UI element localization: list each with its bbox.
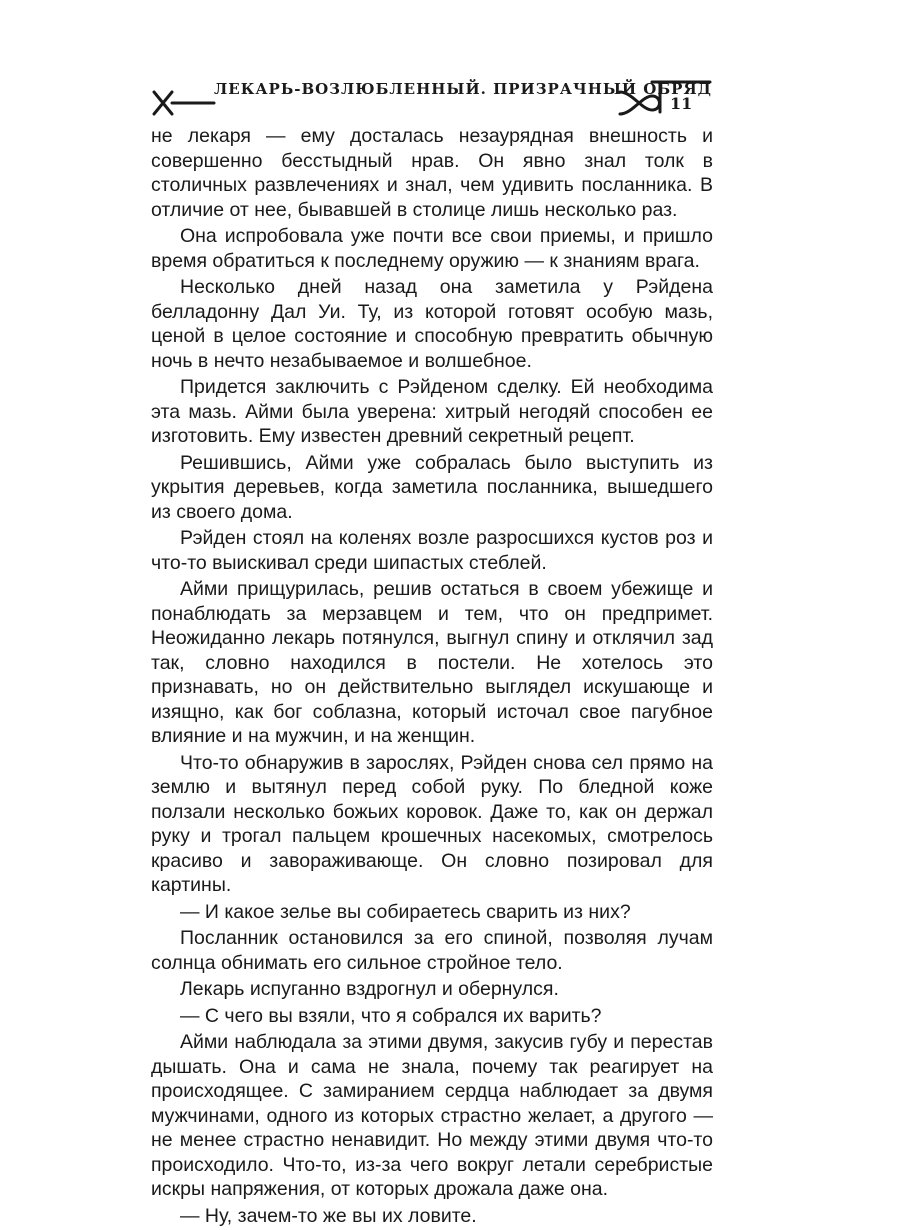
- paragraph: Айми прищурилась, решив остаться в своем убежище и понаблюдать за мерзавцем и тем, что он предпримет. Неожиданно лекарь потянулся, выгнул спину и отклячил зад так, словно находился в постели. Не хотелось это признавать, но он действительно выглядел искушающе и изящно, как бог соблазна, который источал свое пагубное влияние и на мужчин, и на женщин.: [151, 578, 713, 747]
- page-number: 11: [670, 94, 693, 113]
- dialogue-line: — С чего вы взяли, что я собрался их варить?: [180, 1004, 602, 1027]
- paragraph: Рэйден стоял на коленях возле разросшихся кустов роз и что-то выискивал среди шипастых стеблей.: [151, 527, 713, 574]
- paragraph: Что-то обнаружив в зарослях, Рэйден снова сел прямо на землю и вытянул перед собой руку. По бледной коже ползали несколько божьих коровок. Даже то, как он держал руку и трогал пальцем крошечных насекомых, смотрелось красиво и завораживающе. Он словно позировал для картины.: [151, 751, 713, 896]
- paragraph: Лекарь испуганно вздрогнул и обернулся.: [180, 978, 559, 1000]
- paragraph: Айми наблюдала за этими двумя, закусив губу и перестав дышать. Она и сама не знала, почему так реагирует на происходящее. С замиранием сердца наблюдает за двумя мужчинами, одного из которых страстно желает, а другого — не менее страстно ненавидит. Но между этими двумя что-то происходило. Что-то, из-за чего вокруг летали серебристые искры напряжения, от которых дрожала даже она.: [151, 1031, 713, 1200]
- paragraph: Посланник остановился за его спиной, позволяя лучам солнца обнимать его сильное стройное тело.: [151, 927, 713, 974]
- dialogue-line: — Ну, зачем-то же вы их ловите.: [180, 1204, 477, 1227]
- paragraph: Придется заключить с Рэйденом сделку. Ей необходима эта мазь. Айми была уверена: хитрый негодяй способен ее изготовить. Ему известен древний секретный рецепт.: [151, 376, 713, 447]
- paragraph: не лекаря — ему досталась незаурядная внешность и совершенно бесстыдный нрав. Он явно знал толк в столичных развлечениях и знал, чем удивить посланника. В отличие от нее, бывавшей в столице лишь несколько раз.: [151, 125, 713, 221]
- running-title: ЛЕКАРЬ-ВОЗЛЮБЛЕННЫЙ. ПРИЗРАЧНЫЙ ОБРЯД: [214, 80, 713, 98]
- running-header: [150, 70, 720, 120]
- knot-left-icon: [154, 92, 214, 114]
- dialogue-line: — И какое зелье вы собираетесь сварить из них?: [180, 900, 631, 923]
- paragraph: Решившись, Айми уже собралась было выступить из укрытия деревьев, когда заметила посланника, вышедшего из своего дома.: [151, 451, 713, 523]
- body-text: [151, 124, 713, 1230]
- paragraph: Несколько дней назад она заметила у Рэйдена белладонну Дал Уи. Ту, из которой готовят особую мазь, ценой в целое состояние и способную превратить обычную ночь в нечто незабываемое и волшебное.: [151, 276, 713, 372]
- paragraph: Она испробовала уже почти все свои приемы, и пришло время обратиться к последнему оружию — к знаниям врага.: [151, 225, 713, 272]
